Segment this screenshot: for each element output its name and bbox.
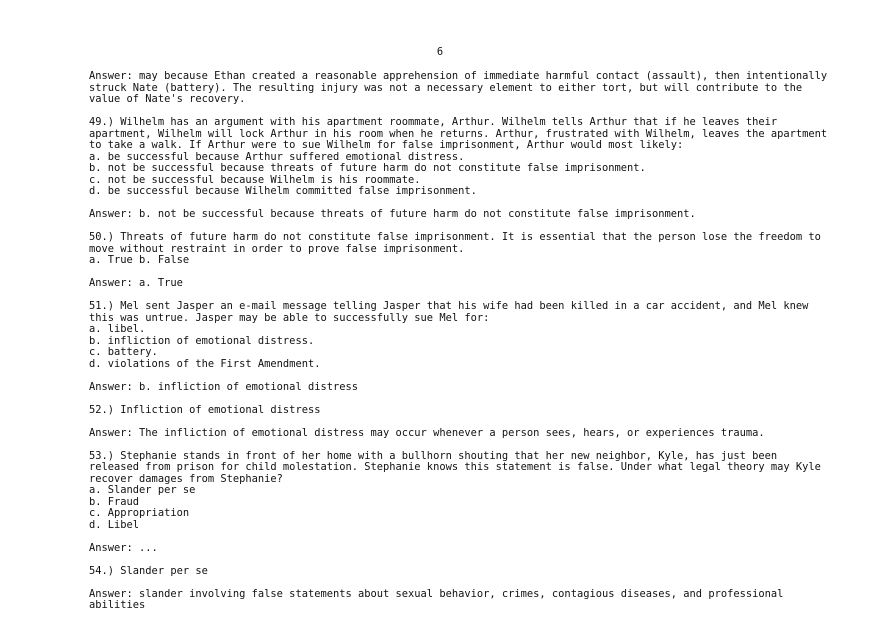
text-line: released from prison for child molestation. Stephanie knows this statement is false. Under what legal theory may Kyle — [89, 461, 821, 473]
text-line: a. libel. — [89, 323, 146, 335]
text-line: Answer: may because Ethan created a reasonable apprehension of immediate harmful contact (assault), then intentionally — [89, 70, 828, 82]
text-line: d. violations of the First Amendment. — [89, 357, 321, 370]
text-line: move without restraint in order to prove false imprisonment. — [89, 242, 465, 255]
text-line: recover damages from Stephanie? — [89, 472, 283, 485]
text-line: Answer: slander involving false statements about sexual behavior, crimes, contagious diseases, and professional — [89, 587, 784, 600]
text-line: struck Nate (battery). The resulting injury was not a necessary element to either tort, but will contribute to the — [89, 81, 803, 94]
document-body — [89, 70, 828, 623]
paragraph — [89, 301, 809, 370]
paragraph — [89, 231, 821, 267]
paragraph — [89, 209, 809, 221]
text-line: c. battery. — [89, 346, 158, 358]
text-line: Answer: The infliction of emotional distress may occur whenever a person sees, hears, or experiences trauma. — [89, 426, 765, 439]
text-line: c. not be successful because Wilhelm is his roommate. — [89, 173, 421, 186]
text-line: d. Libel — [89, 518, 140, 531]
text-line: b. infliction of emotional distress. — [89, 334, 315, 347]
text-line: apartment, Wilhelm will lock Arthur in his room when he returns. Arthur, frustrated with Wilhelm, leaves the apartment — [89, 127, 828, 140]
text-line: Answer: b. not be successful because threats of future harm do not constitute false imprisonment. — [89, 208, 696, 220]
page-number: 6 — [436, 46, 444, 58]
text-line: 51.) Mel sent Jasper an e-mail message telling Jasper that his wife had been killed in a car accident, and Mel knew — [89, 300, 809, 312]
paragraph — [89, 543, 809, 555]
text-line: b. Fraud — [89, 495, 140, 508]
paragraph — [89, 428, 809, 440]
paragraph — [89, 405, 809, 417]
paragraph — [89, 449, 821, 532]
paragraph — [89, 278, 809, 290]
text-line: value of Nate's recovery. — [89, 93, 246, 105]
paragraph — [89, 70, 828, 106]
text-line: 54.) Slander per se — [89, 564, 208, 577]
text-line: abilities — [89, 599, 146, 611]
text-line: a. be successful because Arthur suffered emotional distress. — [89, 150, 465, 163]
text-line: c. Appropriation — [89, 507, 190, 519]
paragraph — [89, 566, 809, 578]
text-line: 49.) Wilhelm has an argument with his apartment roommate, Arthur. Wilhelm tells Arthur that if he leaves their — [89, 116, 778, 128]
text-line: 53.) Stephanie stands in front of her home with a bullhorn shouting that her new neighbor, Kyle, has just been — [89, 449, 778, 462]
paragraph — [89, 116, 828, 198]
text-line: Answer: b. infliction of emotional distress — [89, 380, 358, 393]
text-line: a. Slander per se — [89, 484, 196, 496]
text-line: 52.) Infliction of emotional distress — [89, 403, 321, 416]
text-line: Answer: a. True — [89, 277, 183, 289]
paragraph — [89, 589, 809, 612]
text-line: a. True b. False — [89, 254, 190, 266]
text-line: b. not be successful because threats of future harm do not constitute false imprisonment. — [89, 162, 646, 174]
text-line: this was untrue. Jasper may be able to successfully sue Mel for: — [89, 311, 490, 324]
text-line: 50.) Threats of future harm do not constitute false imprisonment. It is essential that the person lose the freedom to — [89, 231, 821, 243]
paragraph — [89, 382, 809, 394]
text-line: d. be successful because Wilhelm committed false imprisonment. — [89, 185, 477, 197]
text-line: Answer: ... — [89, 541, 158, 554]
text-line: to take a walk. If Arthur were to sue Wilhelm for false imprisonment, Arthur would most likely: — [89, 139, 684, 151]
